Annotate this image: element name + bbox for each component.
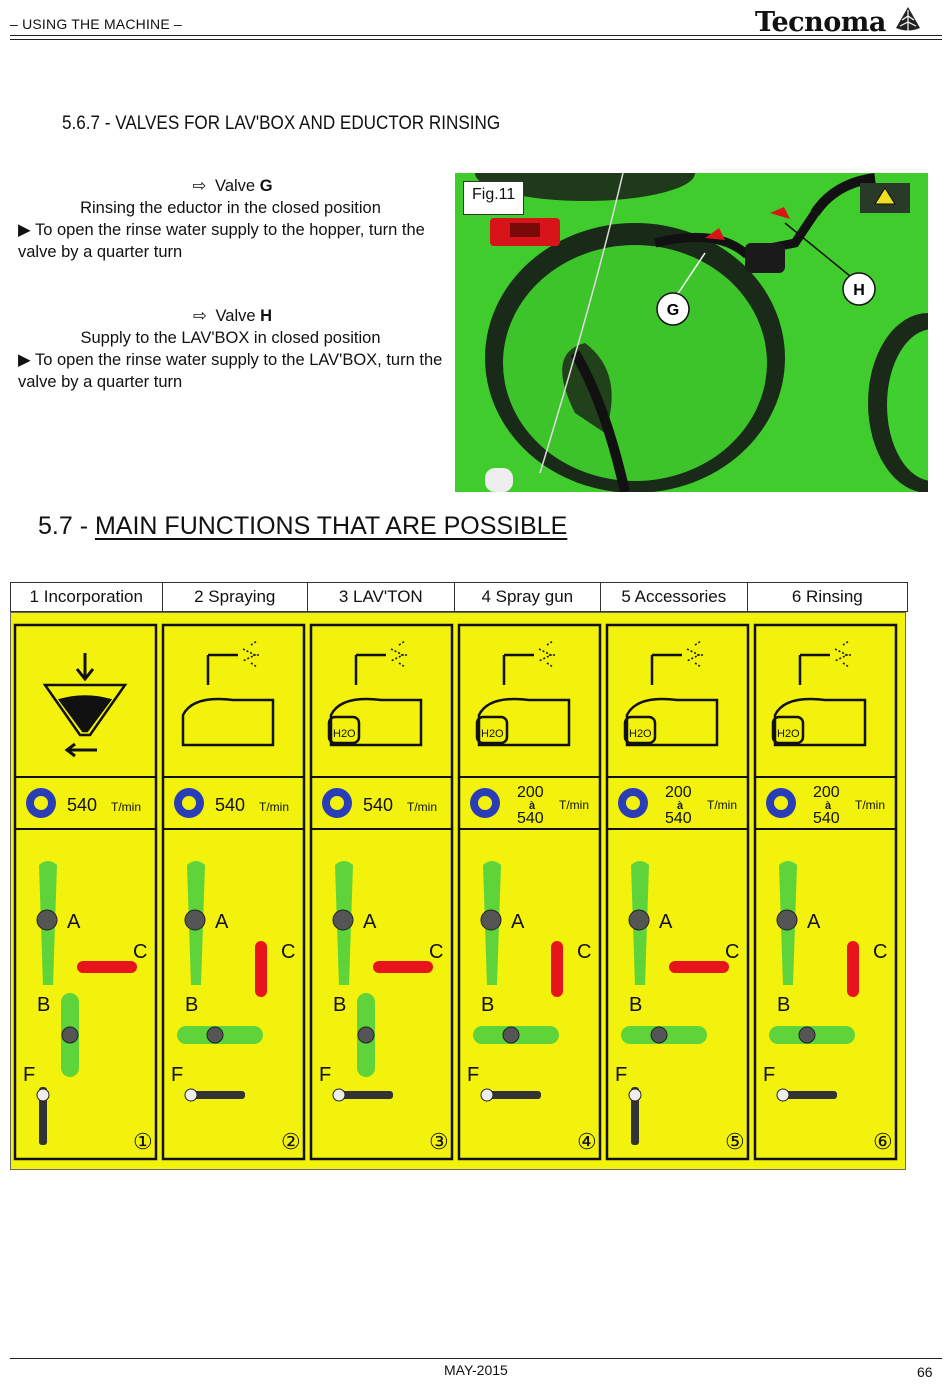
valve-f-knob — [333, 1089, 345, 1101]
column-header: 2 Spraying — [163, 583, 309, 611]
valve-b-label: B — [185, 994, 199, 1016]
arrow-right-icon: ⇨ — [192, 177, 207, 195]
valve-b-knob — [503, 1027, 519, 1043]
valve-f-label: F — [615, 1064, 628, 1086]
pto-speed-high: 200 — [517, 784, 544, 801]
valve-a-knob — [481, 910, 501, 930]
valve-h-label: Valve — [215, 307, 261, 325]
pto-speed-unit: T/min — [111, 800, 141, 814]
valve-f-knob — [185, 1089, 197, 1101]
valve-a-label: A — [67, 911, 81, 933]
valve-h-letter: H — [260, 307, 273, 325]
functions-panel — [10, 612, 906, 1170]
function-pictogram-icon — [183, 641, 273, 745]
panel-frame — [607, 625, 748, 1159]
valve-f-label: F — [171, 1064, 184, 1086]
pto-speed-to: à — [677, 800, 684, 812]
valve-c-label: C — [133, 941, 148, 963]
header-rule — [10, 35, 942, 36]
valve-g-instruction: ▶ To open the rinse water supply to the hopper, turn the valve by a quarter turn — [18, 221, 425, 261]
function-panel — [607, 625, 748, 1159]
brand-logo — [755, 6, 921, 38]
function-panel — [311, 625, 452, 1159]
valve-b-label: B — [629, 994, 643, 1016]
valve-b-knob — [358, 1027, 374, 1043]
valve-b-label: B — [37, 994, 51, 1016]
water-label: H2O — [333, 728, 356, 740]
valve-f-knob — [481, 1089, 493, 1101]
valve-c-label: C — [429, 941, 444, 963]
function-panel — [459, 625, 600, 1159]
pto-icon-hub — [478, 796, 492, 810]
functions-table-header — [10, 582, 908, 612]
section-number: 5.7 - — [38, 512, 95, 540]
function-number: ⑤ — [725, 1129, 745, 1154]
valve-b-knob — [207, 1027, 223, 1043]
valve-f-label: F — [23, 1064, 36, 1086]
function-panel — [15, 625, 156, 1159]
valve-a-knob — [37, 910, 57, 930]
section-title-567: 5.6.7 - VALVES FOR LAV'BOX AND EDUCTOR RINSING — [62, 113, 501, 134]
column-header: 6 Rinsing — [791, 587, 863, 606]
valve-h-block — [18, 305, 443, 393]
brand-name: Tecnoma — [755, 7, 886, 38]
valve-f-label: F — [467, 1064, 480, 1086]
pto-icon-hub — [34, 796, 48, 810]
function-number: ⑥ — [873, 1129, 893, 1154]
function-number: ② — [281, 1129, 301, 1154]
footer-date: MAY-2015 — [444, 1362, 508, 1378]
pto-speed: 540 — [67, 795, 98, 815]
valve-c-label: C — [873, 941, 888, 963]
valve-c-label: C — [577, 941, 592, 963]
pto-speed-unit: T/min — [707, 798, 737, 812]
valve-c-handle — [551, 941, 563, 997]
valve-f-label: F — [319, 1064, 332, 1086]
function-panel — [755, 625, 896, 1159]
valve-f-knob — [37, 1089, 49, 1101]
callout-g: G — [666, 302, 680, 319]
valve-h-instruction: ▶ To open the rinse water supply to the LAV'BOX, turn the valve by a quarter turn — [18, 351, 443, 391]
column-header: 3 LAV'TON — [308, 583, 455, 611]
valve-g-state: Rinsing the eductor in the closed position — [80, 199, 381, 217]
valve-c-handle — [669, 961, 729, 973]
valve-f-label: F — [763, 1064, 776, 1086]
valve-b-label: B — [481, 994, 495, 1016]
valve-c-handle — [255, 941, 267, 997]
valve-a-label: A — [807, 911, 821, 933]
figure-label: Fig.11 — [463, 181, 524, 215]
function-number: ③ — [429, 1129, 449, 1154]
pto-speed-low: 540 — [517, 810, 544, 827]
column-header: 4 Spray gun — [455, 583, 602, 611]
section-title-57 — [38, 512, 567, 541]
valve-a-knob — [629, 910, 649, 930]
leaf-logo-icon — [895, 6, 921, 34]
valve-g-letter: G — [259, 177, 273, 195]
pto-speed-to: à — [529, 800, 536, 812]
function-number: ④ — [577, 1129, 597, 1154]
valve-c-handle — [373, 961, 433, 973]
valve-a-label: A — [363, 911, 377, 933]
valve-g-label: Valve — [215, 177, 260, 195]
pto-speed: 540 — [215, 795, 246, 815]
valve-a-label: A — [215, 911, 229, 933]
valve-a-knob — [777, 910, 797, 930]
pto-speed-unit: T/min — [559, 798, 589, 812]
valve-a-label: A — [511, 911, 525, 933]
valve-b-label: B — [777, 994, 791, 1016]
valve-b-knob — [62, 1027, 78, 1043]
pto-speed-high: 200 — [665, 784, 692, 801]
valve-g-block — [18, 175, 443, 263]
valve-c-handle — [847, 941, 859, 997]
column-header: 1 Incorporation — [11, 583, 163, 611]
function-panel — [163, 625, 304, 1159]
function-pictogram-icon — [45, 653, 125, 756]
valve-a-knob — [333, 910, 353, 930]
valve-f-knob — [777, 1089, 789, 1101]
pto-speed-unit: T/min — [855, 798, 885, 812]
functions-diagram — [11, 613, 905, 1169]
pto-speed-low: 540 — [813, 810, 840, 827]
callout-h: H — [853, 282, 865, 299]
valve-b-knob — [651, 1027, 667, 1043]
pto-icon-hub — [330, 796, 344, 810]
valve-c-handle — [77, 961, 137, 973]
pto-icon-hub — [182, 796, 196, 810]
footer-rule — [10, 1358, 942, 1359]
tank-photo-illustration — [455, 173, 928, 492]
water-label: H2O — [629, 728, 652, 740]
arrow-right-icon: ⇨ — [193, 307, 207, 325]
water-label: H2O — [481, 728, 504, 740]
valve-b-knob — [799, 1027, 815, 1043]
pto-speed-high: 200 — [813, 784, 840, 801]
column-header: 5 Accessories — [601, 583, 748, 611]
pto-speed-low: 540 — [665, 810, 692, 827]
valve-c-label: C — [281, 941, 296, 963]
pto-icon-hub — [774, 796, 788, 810]
pto-speed-unit: T/min — [259, 800, 289, 814]
valve-c-label: C — [725, 941, 740, 963]
section-heading: MAIN FUNCTIONS THAT ARE POSSIBLE — [94, 512, 568, 540]
pto-speed: 540 — [363, 795, 394, 815]
valve-a-knob — [185, 910, 205, 930]
function-number: ① — [133, 1129, 153, 1154]
valve-b-label: B — [333, 994, 347, 1016]
valve-f-knob — [629, 1089, 641, 1101]
valve-a-label: A — [659, 911, 673, 933]
figure-11-photo — [455, 173, 928, 492]
running-header: – USING THE MACHINE – — [10, 16, 182, 32]
panel-frame — [311, 625, 452, 1159]
panel-frame — [459, 625, 600, 1159]
header-rule-thin — [10, 39, 942, 40]
panel-frame — [163, 625, 304, 1159]
pto-speed-to: à — [825, 800, 832, 812]
page-number: 66 — [917, 1364, 933, 1380]
pto-icon-hub — [626, 796, 640, 810]
panel-frame — [755, 625, 896, 1159]
pto-speed-unit: T/min — [407, 800, 437, 814]
valve-h-state: Supply to the LAV'BOX in closed position — [80, 329, 381, 347]
water-label: H2O — [777, 728, 800, 740]
